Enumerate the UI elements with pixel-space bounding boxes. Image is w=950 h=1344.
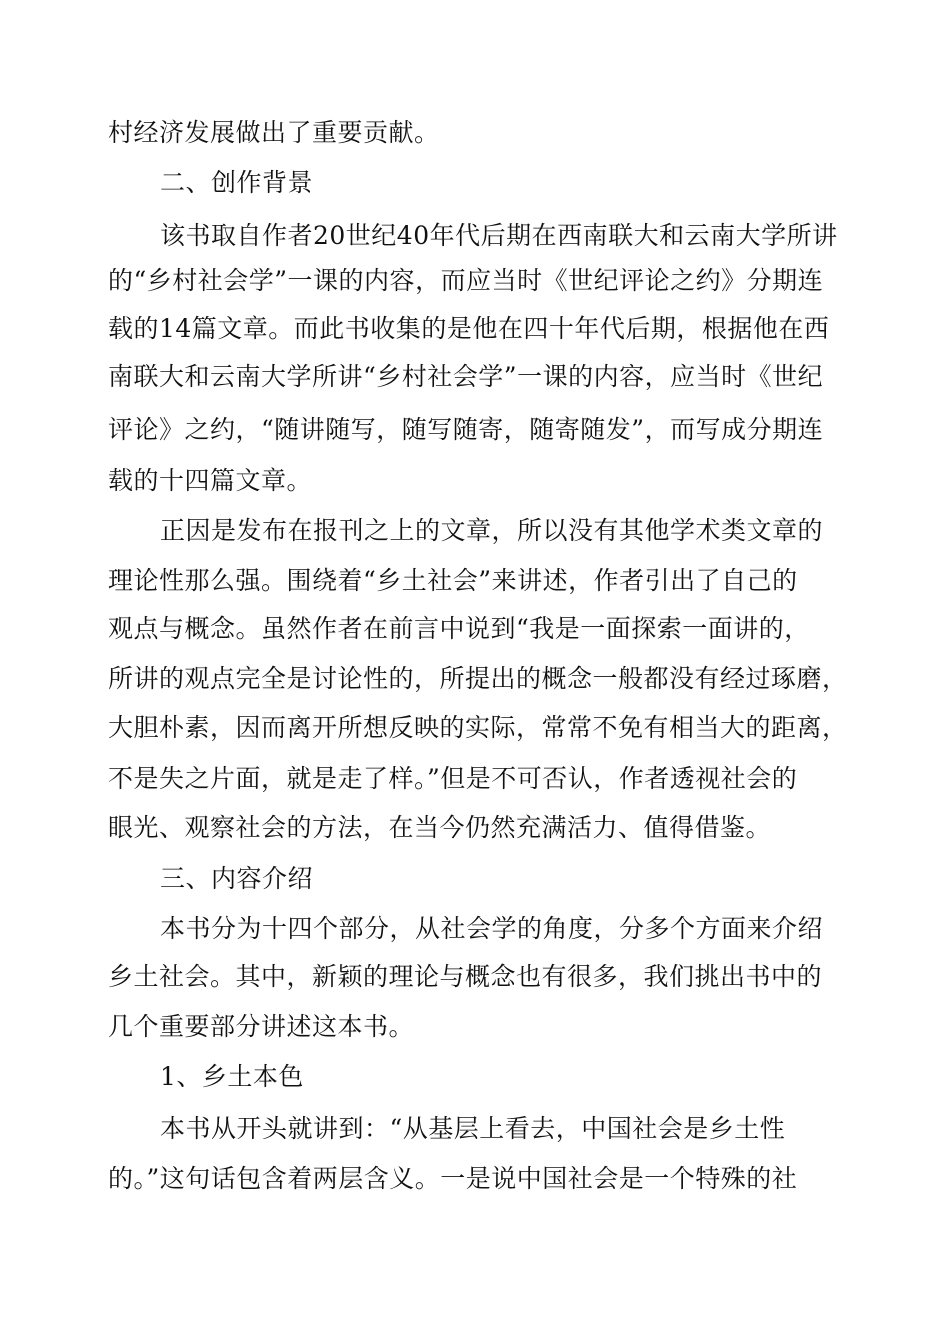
text-line: 的“乡村社会学”一课的内容，而应当时《世纪评论之约》分期连 [108,266,824,295]
text-line: 眼光、观察社会的方法，在当今仍然充满活力、值得借鉴。 [108,813,772,842]
text-line: 载的十四篇文章。 [108,466,313,495]
section-heading: 三、内容介绍 [160,864,314,893]
text-line: 乡土社会。其中，新颖的理论与概念也有很多，我们挑出书中的 [108,962,823,991]
text-line: 载的14篇文章。而此书收集的是他在四十年代后期，根据他在西 [108,314,830,343]
text-line: 该书取自作者20世纪40年代后期在西南联大和云南大学所讲 [160,221,838,250]
text-line: 本书分为十四个部分，从社会学的角度，分多个方面来介绍 [160,914,824,943]
text-line: 大胆朴素，因而离开所想反映的实际，常常不免有相当大的距离， [108,713,848,742]
text-line: 的。”这句话包含着两层含义。一是说中国社会是一个特殊的社 [108,1164,798,1193]
text-line: 观点与概念。虽然作者在前言中说到“我是一面探索一面讲的， [108,614,810,643]
text-line: 所讲的观点完全是讨论性的，所提出的概念一般都没有经过琢磨， [108,664,848,693]
text-line: 评论》之约，“随讲随写，随写随寄，随寄随发”，而写成分期连 [108,415,824,444]
text-line: 理论性那么强。围绕着“乡土社会”来讲述，作者引出了自己的 [108,566,798,595]
text-line: 几个重要部分讲述这本书。 [108,1012,415,1041]
section-heading: 二、创作背景 [160,168,314,197]
text-line: 正因是发布在报刊之上的文章，所以没有其他学术类文章的 [160,516,824,545]
text-line: 村经济发展做出了重要贡献。 [108,118,440,147]
text-line: 本书从开头就讲到：“从基层上看去，中国社会是乡土性 [160,1114,786,1143]
subsection-heading: 1、乡土本色 [160,1062,304,1091]
text-line: 不是失之片面，就是走了样。”但是不可否认，作者透视社会的 [108,764,798,793]
text-line: 南联大和云南大学所讲“乡村社会学”一课的内容，应当时《世纪 [108,362,824,391]
